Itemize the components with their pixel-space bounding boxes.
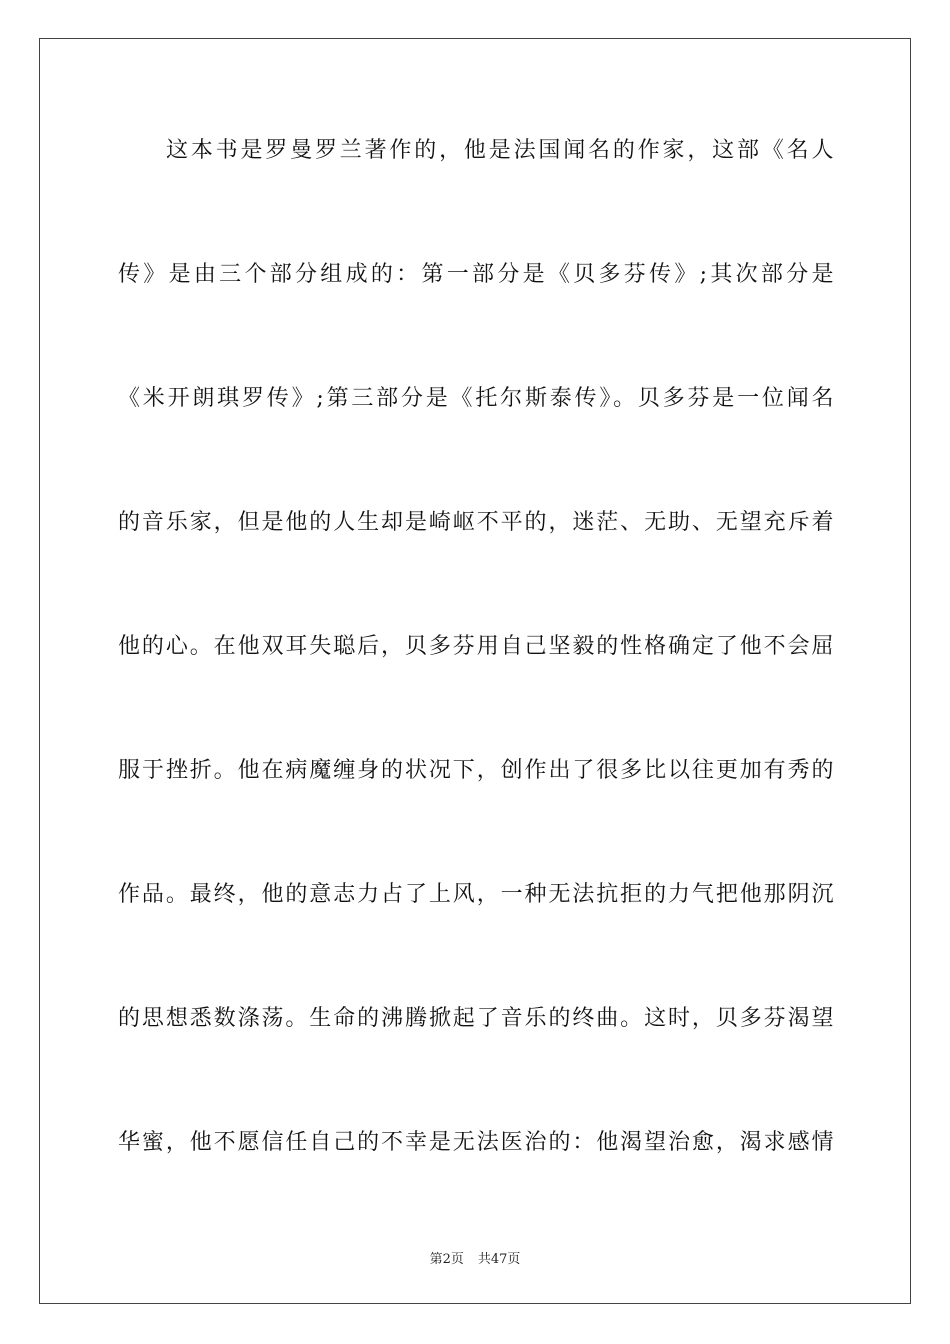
text-line-1: 这本书是罗曼罗兰著作的，他是法国闻名的作家，这部《名人 xyxy=(166,138,834,163)
text-line-2: 传》是由三个部分组成的：第一部分是《贝多芬传》;其次部分是 xyxy=(118,262,834,287)
text-line-9: 华蜜，他不愿信任自己的不幸是无法医治的：他渴望治愈，渴求感情 xyxy=(118,1130,834,1155)
text-line-4: 的音乐家，但是他的人生却是崎岖不平的，迷茫、无助、无望充斥着 xyxy=(118,510,834,535)
text-line-8: 的思想悉数涤荡。生命的沸腾掀起了音乐的终曲。这时，贝多芬渴望 xyxy=(118,1006,834,1031)
text-line-5: 他的心。在他双耳失聪后，贝多芬用自己坚毅的性格确定了他不会屈 xyxy=(118,634,834,659)
page-total: 共47页 xyxy=(477,1252,521,1267)
text-line-7: 作品。最终，他的意志力占了上风，一种无法抗拒的力气把他那阴沉 xyxy=(118,882,834,907)
page-footer xyxy=(0,1248,950,1267)
page-number: 第2页 xyxy=(429,1252,464,1267)
text-line-3: 《米开朗琪罗传》;第三部分是《托尔斯泰传》。贝多芬是一位闻名 xyxy=(118,386,834,411)
body-paragraph xyxy=(118,120,834,1236)
text-line-6: 服于挫折。他在病魔缠身的状况下，创作出了很多比以往更加有秀的 xyxy=(118,758,834,783)
